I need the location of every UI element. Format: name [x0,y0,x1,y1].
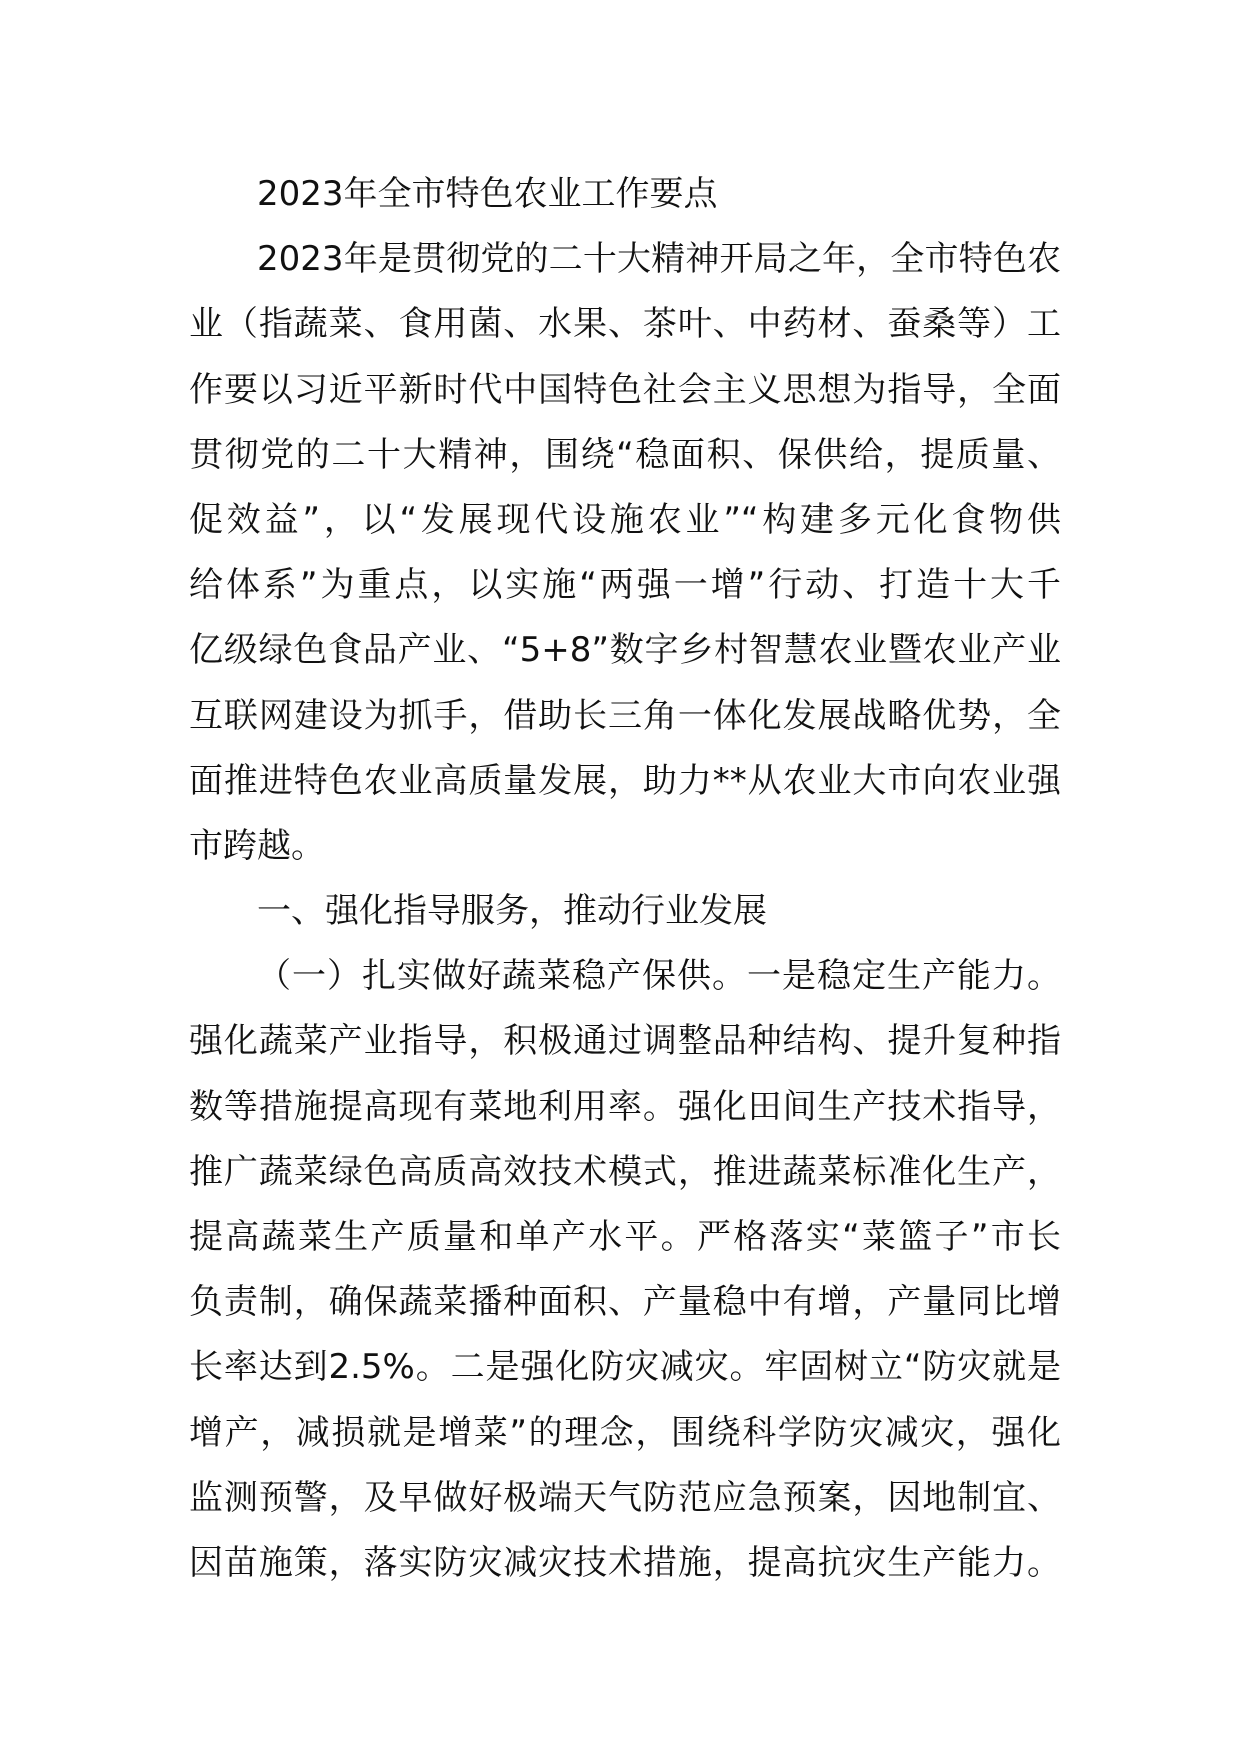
subsection-line: 强化蔬菜产业指导，积极通过调整品种结构、提升复种指 [189,1021,1061,1062]
intro-line: 2023年是贯彻党的二十大精神开局之年，全市特色农 [257,239,1061,280]
intro-line: 给体系”为重点，以实施“两强一增”行动、打造十大千 [189,565,1061,606]
intro-line: 贯彻党的二十大精神，围绕“稳面积、保供给，提质量、 [189,434,1061,475]
intro-line: 互联网建设为抓手，借助长三角一体化发展战略优势，全 [189,695,1061,736]
intro-line: 业（指蔬菜、食用菌、水果、茶叶、中药材、蚕桑等）工 [189,304,1061,345]
intro-line: 作要以习近平新时代中国特色社会主义思想为指导，全面 [189,369,1061,410]
subsection-line: 因苗施策，落实防灾减灾技术措施，提高抗灾生产能力。 [189,1542,1061,1583]
section-heading: 一、强化指导服务，推动行业发展 [257,891,767,932]
document-title: 2023年全市特色农业工作要点 [257,174,718,214]
intro-paragraph [189,227,1061,879]
subsection-line: （一）扎实做好蔬菜稳产保供。一是稳定生产能力。 [257,956,1061,997]
document-page [189,162,1061,1596]
subsection-line: 监测预警，及早做好极端天气防范应急预案，因地制宜、 [189,1477,1061,1518]
intro-line: 面推进特色农业高质量发展，助力**从农业大市向农业强 [189,760,1061,801]
intro-line: 促效益”，以“发展现代设施农业”“构建多元化食物供 [189,499,1061,540]
subsection-line: 增产，减损就是增菜”的理念，围绕科学防灾减灾，强化 [189,1412,1061,1453]
subsection-line: 负责制，确保蔬菜播种面积、产量稳中有增，产量同比增 [189,1282,1061,1323]
subsection-line: 提高蔬菜生产质量和单产水平。严格落实“菜篮子”市长 [189,1217,1061,1257]
subsection-line: 数等措施提高现有菜地利用率。强化田间生产技术指导， [189,1086,1061,1127]
subsection-paragraph [189,944,1061,1596]
intro-line: 市跨越。 [189,825,325,866]
subsection-line: 长率达到2.5%。二是强化防灾减灾。牢固树立“防灾就是 [189,1347,1061,1388]
intro-line: 亿级绿色食品产业、“5+8”数字乡村智慧农业暨农业产业 [189,630,1061,671]
subsection-line: 推广蔬菜绿色高质高效技术模式，推进蔬菜标准化生产， [189,1151,1061,1192]
